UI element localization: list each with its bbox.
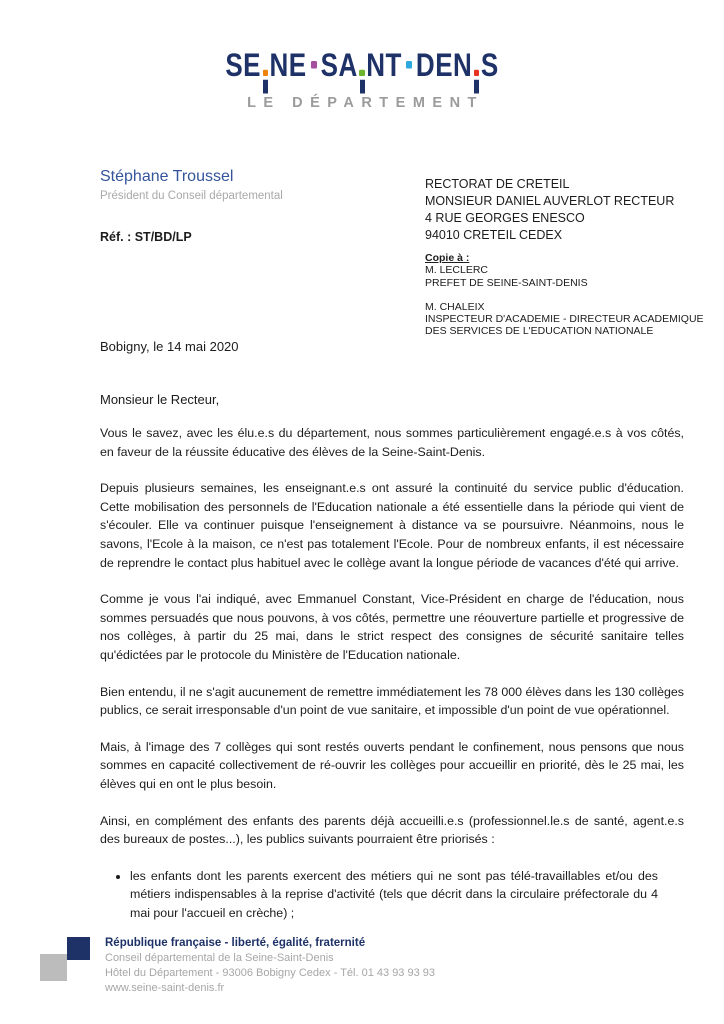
- reference-line: Réf. : ST/BD/LP: [100, 230, 192, 244]
- department-logo: [0, 46, 724, 111]
- logo-text-fragment: SA: [320, 46, 358, 84]
- copy-to-line: PREFET DE SEINE-SAINT-DENIS: [425, 276, 588, 289]
- copy-to-spacer: [425, 289, 704, 301]
- logo-text-fragment: NT: [366, 46, 402, 84]
- purple-separator-dot-icon: [311, 61, 317, 69]
- footer-address-line: Hôtel du Département - 93006 Bobigny Cedex - Tél. 01 43 93 93 93: [105, 967, 436, 979]
- paragraph: Ainsi, en complément des enfants des parents déjà accueilli.e.s (professionnel.le.s de santé, agent.e.s des bureaux de postes...), les publics suivants pourraient être priorisés :: [100, 813, 684, 847]
- date-line: Bobigny, le 14 mai 2020: [100, 339, 239, 354]
- copy-to-line: INSPECTEUR D'ACADEMIE - DIRECTEUR ACADEMIQUE: [425, 313, 704, 326]
- recipient-line: RECTORAT DE CRETEIL: [425, 177, 570, 191]
- paragraph: Comme je vous l'ai indiqué, avec Emmanuel Constant, Vice-Président en charge de l'éducation, nous sommes persuadés que nous pouvons, à vos côtés, permettre une réouverture partielle et progressive de nos collèges, à partir du 25 mai, dans le strict respect des consignes de sécurité sanitaire telles qu'édictées par le protocole du Ministère de l'Education nationale.: [100, 592, 684, 662]
- copy-to-line: DES SERVICES DE L'EDUCATION NATIONALE: [425, 325, 654, 338]
- orange-dot-icon: [263, 69, 269, 76]
- footer-blue-square-icon: [67, 937, 90, 960]
- logo-wordmark: [225, 46, 498, 93]
- letter-body: [100, 424, 684, 922]
- copy-to-line: M. CHALEIX: [425, 300, 485, 313]
- footer-gray-square-icon: [40, 954, 67, 981]
- logo-text-fragment: SE: [225, 46, 261, 84]
- sender-title: Président du Conseil départemental: [100, 190, 283, 202]
- priority-list: [100, 867, 658, 923]
- logo-text-fragment: S: [480, 46, 499, 84]
- sender-block: [100, 168, 283, 202]
- red-dot-icon: [474, 69, 480, 76]
- paragraph: Mais, à l'image des 7 collèges qui sont restés ouverts pendant le confinement, nous pensons que nous sommes en capacité collectivement de ré-ouvrir les collèges pour accueillir en priorité, dès le 25 mai, les élèves qui en ont le plus besoin.: [100, 739, 684, 791]
- logo-letter-i: [359, 69, 365, 93]
- recipient-line: 4 RUE GEORGES ENESCO: [425, 211, 585, 225]
- logo-letter-i: [474, 69, 480, 93]
- green-dot-icon: [359, 69, 365, 76]
- copy-to-block: [425, 252, 704, 338]
- logo-text-fragment: NE: [269, 46, 307, 84]
- copy-to-heading: Copie à :: [425, 252, 470, 264]
- recipient-block: [425, 176, 674, 244]
- list-item: • les enfants dont les parents exercent des métiers qui ne sont pas télé-travaillables et/ou des métiers indispensables à la reprise d'activité (tels que décrit dans la circulaire préfectorale du 4 mai pour l'accueil en crèche) ;: [130, 867, 658, 923]
- footer-website-link: www.seine-saint-denis.fr: [105, 982, 225, 994]
- footer-block: [105, 936, 435, 996]
- paragraph: Depuis plusieurs semaines, les enseignant.e.s ont assuré la continuité du service public d'éducation. Cette mobilisation des personnels de l'Education nationale a été essentielle dans la période qui vient de s'écouler. Elle va continuer puisque l'enseignement à distance va se poursuivre. Néanmoins, nous le savons, l'Ecole à la maison, ce n'est pas totalement l'Ecole. Pour de nombreux enfants, il est nécessaire de reprendre le contact plus habituel avec le collège avant la longue période de vacances d'été qui arrive.: [100, 481, 684, 570]
- logo-subtitle: LE DÉPARTEMENT: [247, 94, 484, 111]
- blue-separator-dot-icon: [406, 61, 412, 69]
- logo-text-fragment: DEN: [415, 46, 473, 84]
- sender-name: Stéphane Troussel: [100, 168, 234, 185]
- recipient-line: 94010 CRETEIL CEDEX: [425, 228, 563, 242]
- footer-council-line: Conseil départemental de la Seine-Saint-Denis: [105, 952, 334, 964]
- recipient-line: MONSIEUR DANIEL AUVERLOT RECTEUR: [425, 194, 675, 208]
- logo-letter-i: [263, 69, 269, 93]
- paragraph: Vous le savez, avec les élu.e.s du département, nous sommes particulièrement engagé.e.s à vos côtés, en faveur de la réussite éducative des élèves de la Seine-Saint-Denis.: [100, 426, 684, 459]
- paragraph: Bien entendu, il ne s'agit aucunement de remettre immédiatement les 78 000 élèves dans les 130 collèges publics, ce serait irresponsable d'un point de vue sanitaire, et impossible d'un point de vue opérationnel.: [100, 684, 684, 718]
- footer-republic-line: République française - liberté, égalité, fraternité: [105, 937, 366, 949]
- salutation: Monsieur le Recteur,: [100, 392, 220, 407]
- copy-to-line: M. LECLERC: [425, 264, 489, 277]
